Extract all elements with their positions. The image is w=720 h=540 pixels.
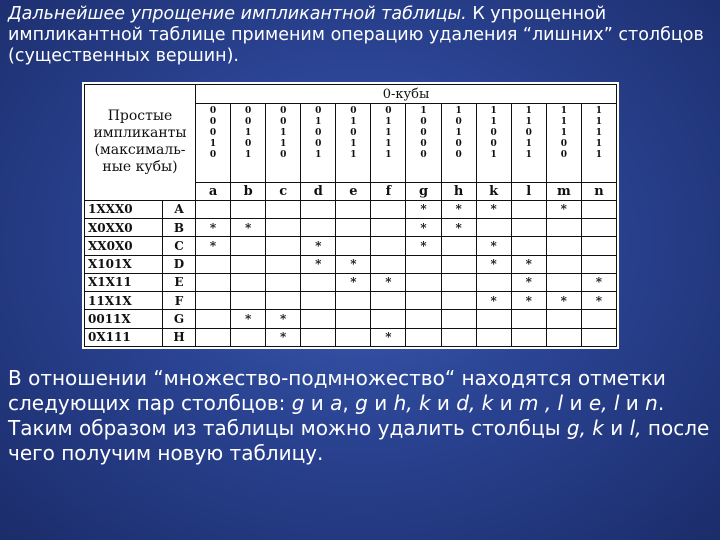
body-text-7: и	[367, 391, 394, 415]
code-bit: 0	[315, 106, 322, 116]
table-cell	[546, 310, 581, 328]
table-row	[85, 255, 617, 273]
table-cell: *	[371, 328, 406, 346]
body-text-11: и	[493, 391, 519, 415]
body-text-21: после чего получим новую таблицу.	[8, 416, 710, 465]
code-bit: 0	[455, 117, 462, 127]
body-text-9: и	[430, 391, 457, 415]
table-cell: *	[441, 219, 476, 237]
code-bit: 0	[525, 128, 532, 138]
code-bit: 0	[385, 106, 392, 116]
table-cell	[301, 292, 336, 310]
table-cell	[546, 255, 581, 273]
column-code-f	[371, 104, 406, 183]
body-text-14: e, l	[588, 391, 620, 415]
table-cell: *	[476, 200, 511, 218]
body-text-18: g, k	[566, 416, 604, 440]
table-cell	[231, 200, 266, 218]
column-letter-f: f	[371, 182, 406, 200]
table-cell	[406, 310, 441, 328]
code-bit: 0	[244, 106, 252, 116]
code-bit: 1	[560, 106, 567, 116]
column-letter-d: d	[301, 182, 336, 200]
table-cell	[511, 219, 546, 237]
code-bit: 1	[595, 106, 603, 116]
row-letter: H	[163, 328, 196, 346]
table-row	[85, 219, 617, 237]
code-bit: 0	[209, 150, 217, 160]
body-text-1: В отношении “множество-подмножество“ находятся отметки следующих пар столбцов:	[8, 366, 666, 415]
code-bit: 1	[490, 106, 497, 116]
row-letter: F	[163, 292, 196, 310]
table-cell	[196, 310, 231, 328]
column-letter-e: e	[336, 182, 371, 200]
code-bit: 1	[244, 150, 252, 160]
table-cell: *	[301, 255, 336, 273]
group-header: 0-кубы	[196, 85, 617, 104]
table-cell	[406, 255, 441, 273]
table-cell: *	[476, 255, 511, 273]
table-cell	[231, 255, 266, 273]
table-cell	[406, 292, 441, 310]
table-cell	[301, 328, 336, 346]
body-text-13: и	[563, 391, 589, 415]
body-text-5: ,	[342, 391, 356, 415]
table-cell	[371, 219, 406, 237]
column-letter-m: m	[546, 182, 581, 200]
table-cell	[371, 255, 406, 273]
code-bit: 0	[315, 139, 322, 149]
table-cell	[406, 328, 441, 346]
code-bit: 1	[525, 106, 532, 116]
row-cube: 0X111	[85, 328, 163, 346]
table-cell: *	[231, 219, 266, 237]
code-bit: 0	[315, 128, 322, 138]
table-cell: *	[546, 292, 581, 310]
table-cell	[546, 237, 581, 255]
code-bit: 0	[420, 139, 427, 149]
code-bit: 0	[209, 128, 217, 138]
column-code-k	[476, 104, 511, 183]
table-cell: *	[441, 200, 476, 218]
table-cell	[546, 328, 581, 346]
row-letter: E	[163, 273, 196, 291]
table-cell	[371, 200, 406, 218]
column-code-m	[546, 104, 581, 183]
code-bit: 1	[560, 128, 567, 138]
row-cube: 11X1X	[85, 292, 163, 310]
code-bit: 1	[595, 139, 603, 149]
column-code-c	[266, 104, 301, 183]
code-bit: 1	[315, 150, 322, 160]
code-bit: 1	[560, 117, 567, 127]
table-cell: *	[581, 273, 616, 291]
column-code-d	[301, 104, 336, 183]
table-cell	[301, 200, 336, 218]
code-bit: 1	[595, 117, 603, 127]
table-cell	[231, 237, 266, 255]
implicant-table	[84, 84, 617, 347]
column-code-g	[406, 104, 441, 183]
table-row	[85, 273, 617, 291]
table-cell	[546, 273, 581, 291]
body-text-12: m , l	[518, 391, 564, 415]
code-bit: 0	[560, 150, 567, 160]
corner-header: Простые импликанты (максималь-ные кубы)	[85, 85, 196, 201]
code-bit: 1	[385, 128, 392, 138]
slide-title	[8, 4, 712, 67]
row-letter: G	[163, 310, 196, 328]
code-bit: 0	[455, 139, 462, 149]
row-cube: XX0X0	[85, 237, 163, 255]
column-code-n	[581, 104, 616, 183]
body-text-4: a	[330, 391, 343, 415]
table-body	[85, 200, 617, 346]
table-cell	[441, 273, 476, 291]
table-cell: *	[406, 219, 441, 237]
code-bit: 1	[385, 117, 392, 127]
table-cell	[581, 310, 616, 328]
table-cell	[581, 200, 616, 218]
code-bit: 1	[209, 139, 217, 149]
body-text-6: g	[355, 391, 368, 415]
code-bit: 0	[280, 117, 287, 127]
table-cell	[231, 273, 266, 291]
table-cell: *	[476, 292, 511, 310]
body-text-19: и	[603, 416, 630, 440]
table-cell	[336, 200, 371, 218]
code-bit: 1	[350, 139, 357, 149]
table-cell	[266, 219, 301, 237]
code-bit: 0	[420, 117, 427, 127]
table-cell	[476, 273, 511, 291]
table-row	[85, 292, 617, 310]
row-letter: D	[163, 255, 196, 273]
code-bit: 1	[595, 150, 603, 160]
code-bit: 0	[244, 117, 252, 127]
column-letter-b: b	[231, 182, 266, 200]
table-cell	[371, 310, 406, 328]
table-cell	[336, 219, 371, 237]
code-bit: 0	[490, 139, 497, 149]
column-code-b	[231, 104, 266, 183]
table-cell	[301, 273, 336, 291]
body-text-15: и	[619, 391, 646, 415]
table-cell: *	[336, 255, 371, 273]
body-text-8: h, k	[393, 391, 431, 415]
body-text-10: d, k	[456, 391, 494, 415]
table-cell	[581, 219, 616, 237]
code-bit: 0	[280, 150, 287, 160]
body-text-17: . Таким образом из таблицы можно удалить столбцы	[8, 391, 665, 440]
table-cell: *	[406, 200, 441, 218]
row-letter: C	[163, 237, 196, 255]
table-cell	[511, 237, 546, 255]
row-cube: 1XXX0	[85, 200, 163, 218]
code-bit: 1	[490, 150, 497, 160]
table-row	[85, 310, 617, 328]
column-letter-k: k	[476, 182, 511, 200]
column-code-h	[441, 104, 476, 183]
table-cell	[336, 237, 371, 255]
body-text-2: g	[291, 391, 305, 415]
table-cell	[476, 219, 511, 237]
table-cell	[231, 292, 266, 310]
table-cell: *	[511, 255, 546, 273]
table-cell	[336, 328, 371, 346]
table-cell: *	[301, 237, 336, 255]
code-bit: 0	[490, 128, 497, 138]
table-cell	[196, 328, 231, 346]
table-cell	[266, 273, 301, 291]
body-paragraph	[8, 366, 712, 466]
code-bit: 1	[350, 117, 357, 127]
row-letter: A	[163, 200, 196, 218]
table-cell	[581, 237, 616, 255]
table-cell	[336, 292, 371, 310]
code-bit: 1	[350, 150, 357, 160]
column-letter-l: l	[511, 182, 546, 200]
code-bit: 1	[280, 139, 287, 149]
table-cell: *	[266, 310, 301, 328]
code-bit: 1	[280, 128, 287, 138]
table-cell: *	[196, 219, 231, 237]
table-cell: *	[546, 200, 581, 218]
code-bit: 1	[420, 106, 427, 116]
table-cell: *	[511, 273, 546, 291]
table-cell	[581, 328, 616, 346]
table-cell	[196, 292, 231, 310]
table-cell	[266, 292, 301, 310]
table-cell	[441, 328, 476, 346]
table-cell	[196, 255, 231, 273]
table-cell	[336, 310, 371, 328]
table-cell: *	[266, 328, 301, 346]
table-cell: *	[196, 237, 231, 255]
row-cube: 0011X	[85, 310, 163, 328]
table-cell	[301, 219, 336, 237]
table-cell	[511, 310, 546, 328]
table-cell	[581, 255, 616, 273]
table-cell	[476, 328, 511, 346]
table-cell	[441, 255, 476, 273]
table-cell: *	[406, 237, 441, 255]
row-cube: X1X11	[85, 273, 163, 291]
table-cell	[266, 255, 301, 273]
table-row	[85, 200, 617, 218]
table-cell	[441, 310, 476, 328]
code-bit: 1	[490, 117, 497, 127]
row-letter: B	[163, 219, 196, 237]
table-cell: *	[371, 273, 406, 291]
code-bit: 0	[280, 106, 287, 116]
row-cube: X101X	[85, 255, 163, 273]
table-row	[85, 328, 617, 346]
code-bit: 1	[244, 128, 252, 138]
table-cell: *	[336, 273, 371, 291]
title-lead: Дальнейшее упрощение импликантной таблицы.	[8, 4, 467, 24]
code-bit: 0	[244, 139, 252, 149]
column-letter-g: g	[406, 182, 441, 200]
code-bit: 1	[455, 128, 462, 138]
code-bit: 0	[455, 150, 462, 160]
code-bit: 1	[385, 139, 392, 149]
code-bit: 0	[350, 106, 357, 116]
code-bit: 1	[385, 150, 392, 160]
table-cell	[546, 219, 581, 237]
table-cell	[371, 292, 406, 310]
column-letter-a: a	[196, 182, 231, 200]
table-cell	[266, 200, 301, 218]
code-bit: 1	[525, 150, 532, 160]
column-letter-h: h	[441, 182, 476, 200]
table-cell	[441, 292, 476, 310]
table-cell	[266, 237, 301, 255]
table-cell	[371, 237, 406, 255]
table-cell	[511, 200, 546, 218]
table-cell	[231, 328, 266, 346]
column-code-e	[336, 104, 371, 183]
table-cell: *	[476, 237, 511, 255]
table-cell	[406, 273, 441, 291]
code-bit: 0	[420, 150, 427, 160]
row-cube: X0XX0	[85, 219, 163, 237]
table-cell	[301, 310, 336, 328]
column-letter-n: n	[581, 182, 616, 200]
implicant-table-image	[82, 82, 619, 349]
code-bit: 0	[560, 139, 567, 149]
code-bit: 1	[595, 128, 603, 138]
column-code-a	[196, 104, 231, 183]
table-cell	[196, 273, 231, 291]
table-cell	[441, 237, 476, 255]
column-code-l	[511, 104, 546, 183]
table-cell: *	[511, 292, 546, 310]
code-bit: 0	[350, 128, 357, 138]
table-cell	[196, 200, 231, 218]
code-bit: 1	[315, 117, 322, 127]
code-bit: 1	[525, 117, 532, 127]
table-cell	[476, 310, 511, 328]
table-cell: *	[581, 292, 616, 310]
body-text-16: n	[645, 391, 658, 415]
code-bit: 0	[209, 117, 217, 127]
code-bit: 0	[209, 106, 217, 116]
code-bit: 1	[455, 106, 462, 116]
table-row	[85, 237, 617, 255]
column-letter-c: c	[266, 182, 301, 200]
code-bit: 0	[420, 128, 427, 138]
title-rest: К упрощенной импликантной таблице применим операцию удаления “лишних” столбцов (существенных вершин).	[8, 4, 704, 66]
table-cell: *	[231, 310, 266, 328]
body-text-3: и	[304, 391, 331, 415]
body-text-20: l,	[629, 416, 642, 440]
table-cell	[511, 328, 546, 346]
code-bit: 1	[525, 139, 532, 149]
